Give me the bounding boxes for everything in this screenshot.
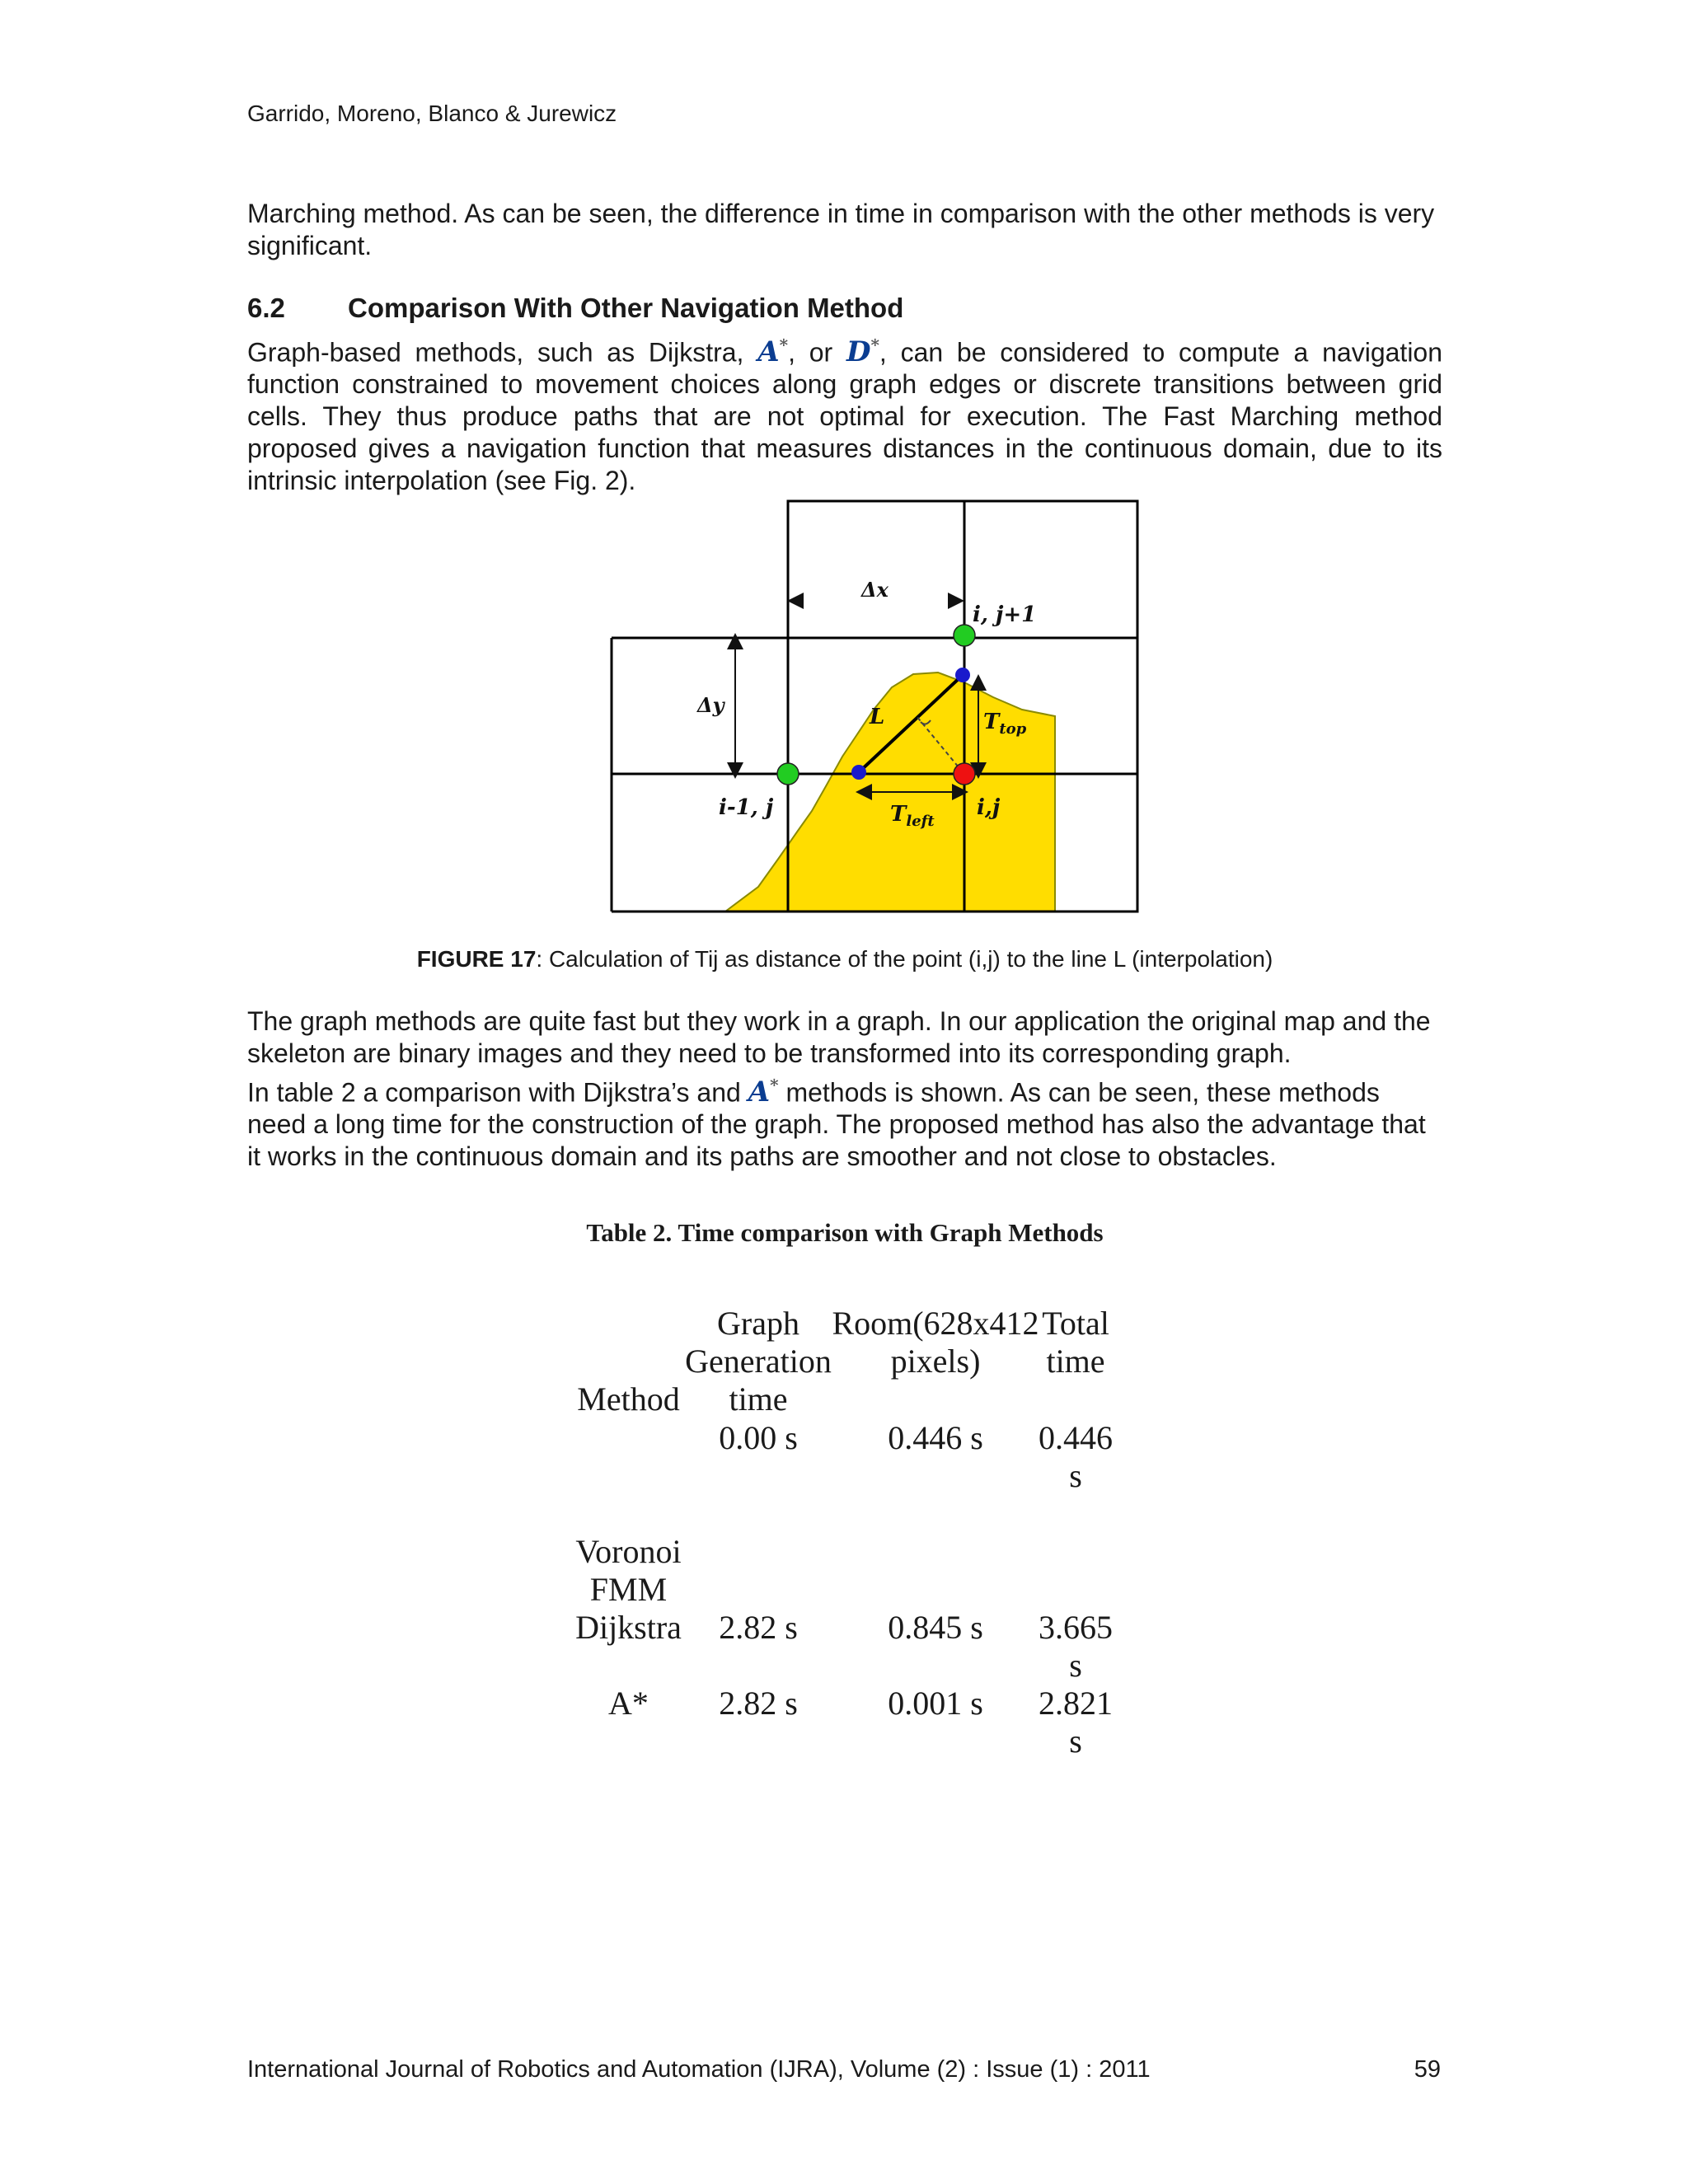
table-row3-room: 0.001 s xyxy=(888,1685,983,1722)
intro-paragraph: Marching method. As can be seen, the difference in time in comparison with the other methods is very significant. xyxy=(247,199,1435,260)
a-star-symbol: A* xyxy=(757,335,789,369)
point-i-j-plus-1 xyxy=(954,625,975,646)
label-dy: Δy xyxy=(697,693,724,717)
table-caption: Table 2. Time comparison with Graph Methods xyxy=(586,1218,1104,1247)
figure-label: FIGURE 17 xyxy=(416,946,537,972)
label-ij1: i, j+1 xyxy=(973,602,1037,627)
section-heading xyxy=(247,293,903,324)
interpolation-figure xyxy=(610,499,1142,916)
table-header-room: Room(628x412 pixels) xyxy=(832,1305,1039,1380)
table-row1-room: 0.446 s xyxy=(888,1419,983,1456)
running-header: Garrido, Moreno, Blanco & Jurewicz xyxy=(247,101,617,126)
interp-point-left xyxy=(851,765,866,780)
label-i1j: i-1, j xyxy=(719,795,774,820)
label-l: L xyxy=(870,705,885,729)
label-dx: Δx xyxy=(861,578,889,602)
table-row3-method: A* xyxy=(608,1685,649,1722)
table-row1-method: Voronoi FMM xyxy=(575,1533,682,1608)
paragraph-table-intro: In table 2 a comparison with Dijkstra’s and A* methods is shown. As can be seen, these methods need a long time for the construction of the graph. The proposed method has also the advantage that it works in the continuous domain and its paths are smoother and not close to obstacles. xyxy=(247,1076,1426,1172)
section-title: Comparison With Other Navigation Method xyxy=(348,293,904,323)
table-header-total: Total time xyxy=(1042,1305,1109,1380)
point-i-j xyxy=(954,763,975,785)
a-star-symbol: A* xyxy=(748,1076,779,1109)
label-ij: i,j xyxy=(977,795,1001,820)
table-row3-graph: 2.82 s xyxy=(719,1685,798,1722)
table-header-method: Method xyxy=(577,1380,680,1418)
page-number: 59 xyxy=(1414,2056,1441,2083)
section-number: 6.2 xyxy=(247,293,285,323)
journal-footer: International Journal of Robotics and Automation (IJRA), Volume (2) : Issue (1) : 2011 xyxy=(247,2056,1151,2083)
table-row2-method: Dijkstra xyxy=(575,1609,682,1646)
table-row1-total: 0.446 s xyxy=(1039,1419,1113,1494)
table-row2-total: 3.665 s xyxy=(1039,1609,1113,1684)
point-i-minus-1-j xyxy=(777,763,799,785)
table-row2-graph: 2.82 s xyxy=(719,1609,798,1646)
figure-caption: FIGURE 17: Calculation of Tij as distance of the point (i,j) to the line L (interpolation) xyxy=(416,946,1273,972)
label-tleft: $T_{left}$ xyxy=(890,802,935,830)
d-star-symbol: D* xyxy=(846,335,879,369)
interp-point-top xyxy=(955,668,970,682)
table-header-graph: Graph Generation time xyxy=(685,1305,832,1418)
paragraph-graph-fast: The graph methods are quite fast but they work in a graph. In our application the original map and the skeleton are binary images and they need to be transformed into its corresponding graph. xyxy=(247,1006,1431,1068)
label-ttop: $T_{top}$ xyxy=(983,710,1027,738)
table-row3-total: 2.821 s xyxy=(1039,1685,1113,1760)
table-row1-graph: 0.00 s xyxy=(719,1419,798,1456)
table-row2-room: 0.845 s xyxy=(888,1609,983,1646)
paragraph-graph-methods: Graph-based methods, such as Dijkstra, A*, or D*, can be considered to compute a navigation function constrained to movement choices along graph edges or discrete transitions between grid cells. They thus produce paths that are not optimal for execution. The Fast Marching method proposed gives a navigation function that measures distances in the continuous domain, due to its intrinsic interpolation (see Fig. 2). xyxy=(247,335,1443,496)
